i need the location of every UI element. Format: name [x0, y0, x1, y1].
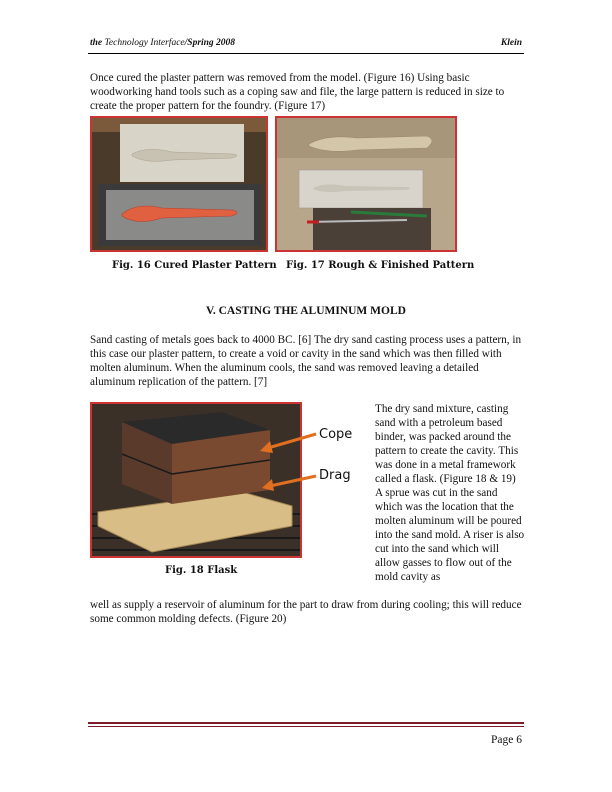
running-header-author: Klein	[500, 38, 522, 48]
section-heading: V. CASTING THE ALUMINUM MOLD	[206, 305, 406, 317]
figure-18-caption: Fig. 18 Flask	[165, 565, 238, 576]
figure-17-caption: Fig. 17 Rough & Finished Pattern	[286, 260, 475, 271]
cope-drag-arrows	[256, 426, 320, 496]
continued-paragraph: well as supply a reservoir of aluminum for the part to draw from during cooling; this will reduce some common molding defects. (Figure 20)	[90, 599, 522, 625]
page-number: Page 6	[491, 734, 522, 746]
figure-16-drawing	[92, 118, 266, 250]
figure-16-caption: Fig. 16 Cured Plaster Pattern	[112, 260, 277, 271]
figure-17-drawing	[277, 118, 455, 250]
section-paragraph: Sand casting of metals goes back to 4000 BC. [6] The dry sand casting process uses a pattern, in this case our plaster pattern, to create a void or cavity in the sand which was then filled with molten aluminum. When the aluminum cools, the sand was removed leaving a detailed aluminum replication of the pattern. [7]	[90, 334, 522, 388]
figure-17-image	[275, 116, 457, 252]
running-header-journal: the Technology Interface/Spring 2008	[90, 38, 236, 48]
footer-rule-thick	[88, 722, 524, 724]
side-paragraph: The dry sand mixture, casting sand with a petroleum based binder, was packed around the pattern to create the cavity. This was done in a metal framework called a flask. (Figure 18 & 19) A sprue was cut in the sand which was the location that the molten aluminum will be poured into the sand mold. A riser is also cut into the sand which will allow gasses to flow out of the mold cavity as	[375, 403, 525, 583]
footer-rule-thin	[88, 726, 524, 727]
drag-label: Drag	[319, 468, 351, 483]
header-rule	[88, 53, 524, 54]
intro-paragraph: Once cured the plaster pattern was removed from the model. (Figure 16) Using basic woodworking hand tools such as a coping saw and file, the large pattern is reduced in size to create the proper pattern for the foundry. (Figure 17)	[90, 72, 505, 112]
figure-16-image	[90, 116, 268, 252]
cope-label: Cope	[319, 427, 353, 442]
